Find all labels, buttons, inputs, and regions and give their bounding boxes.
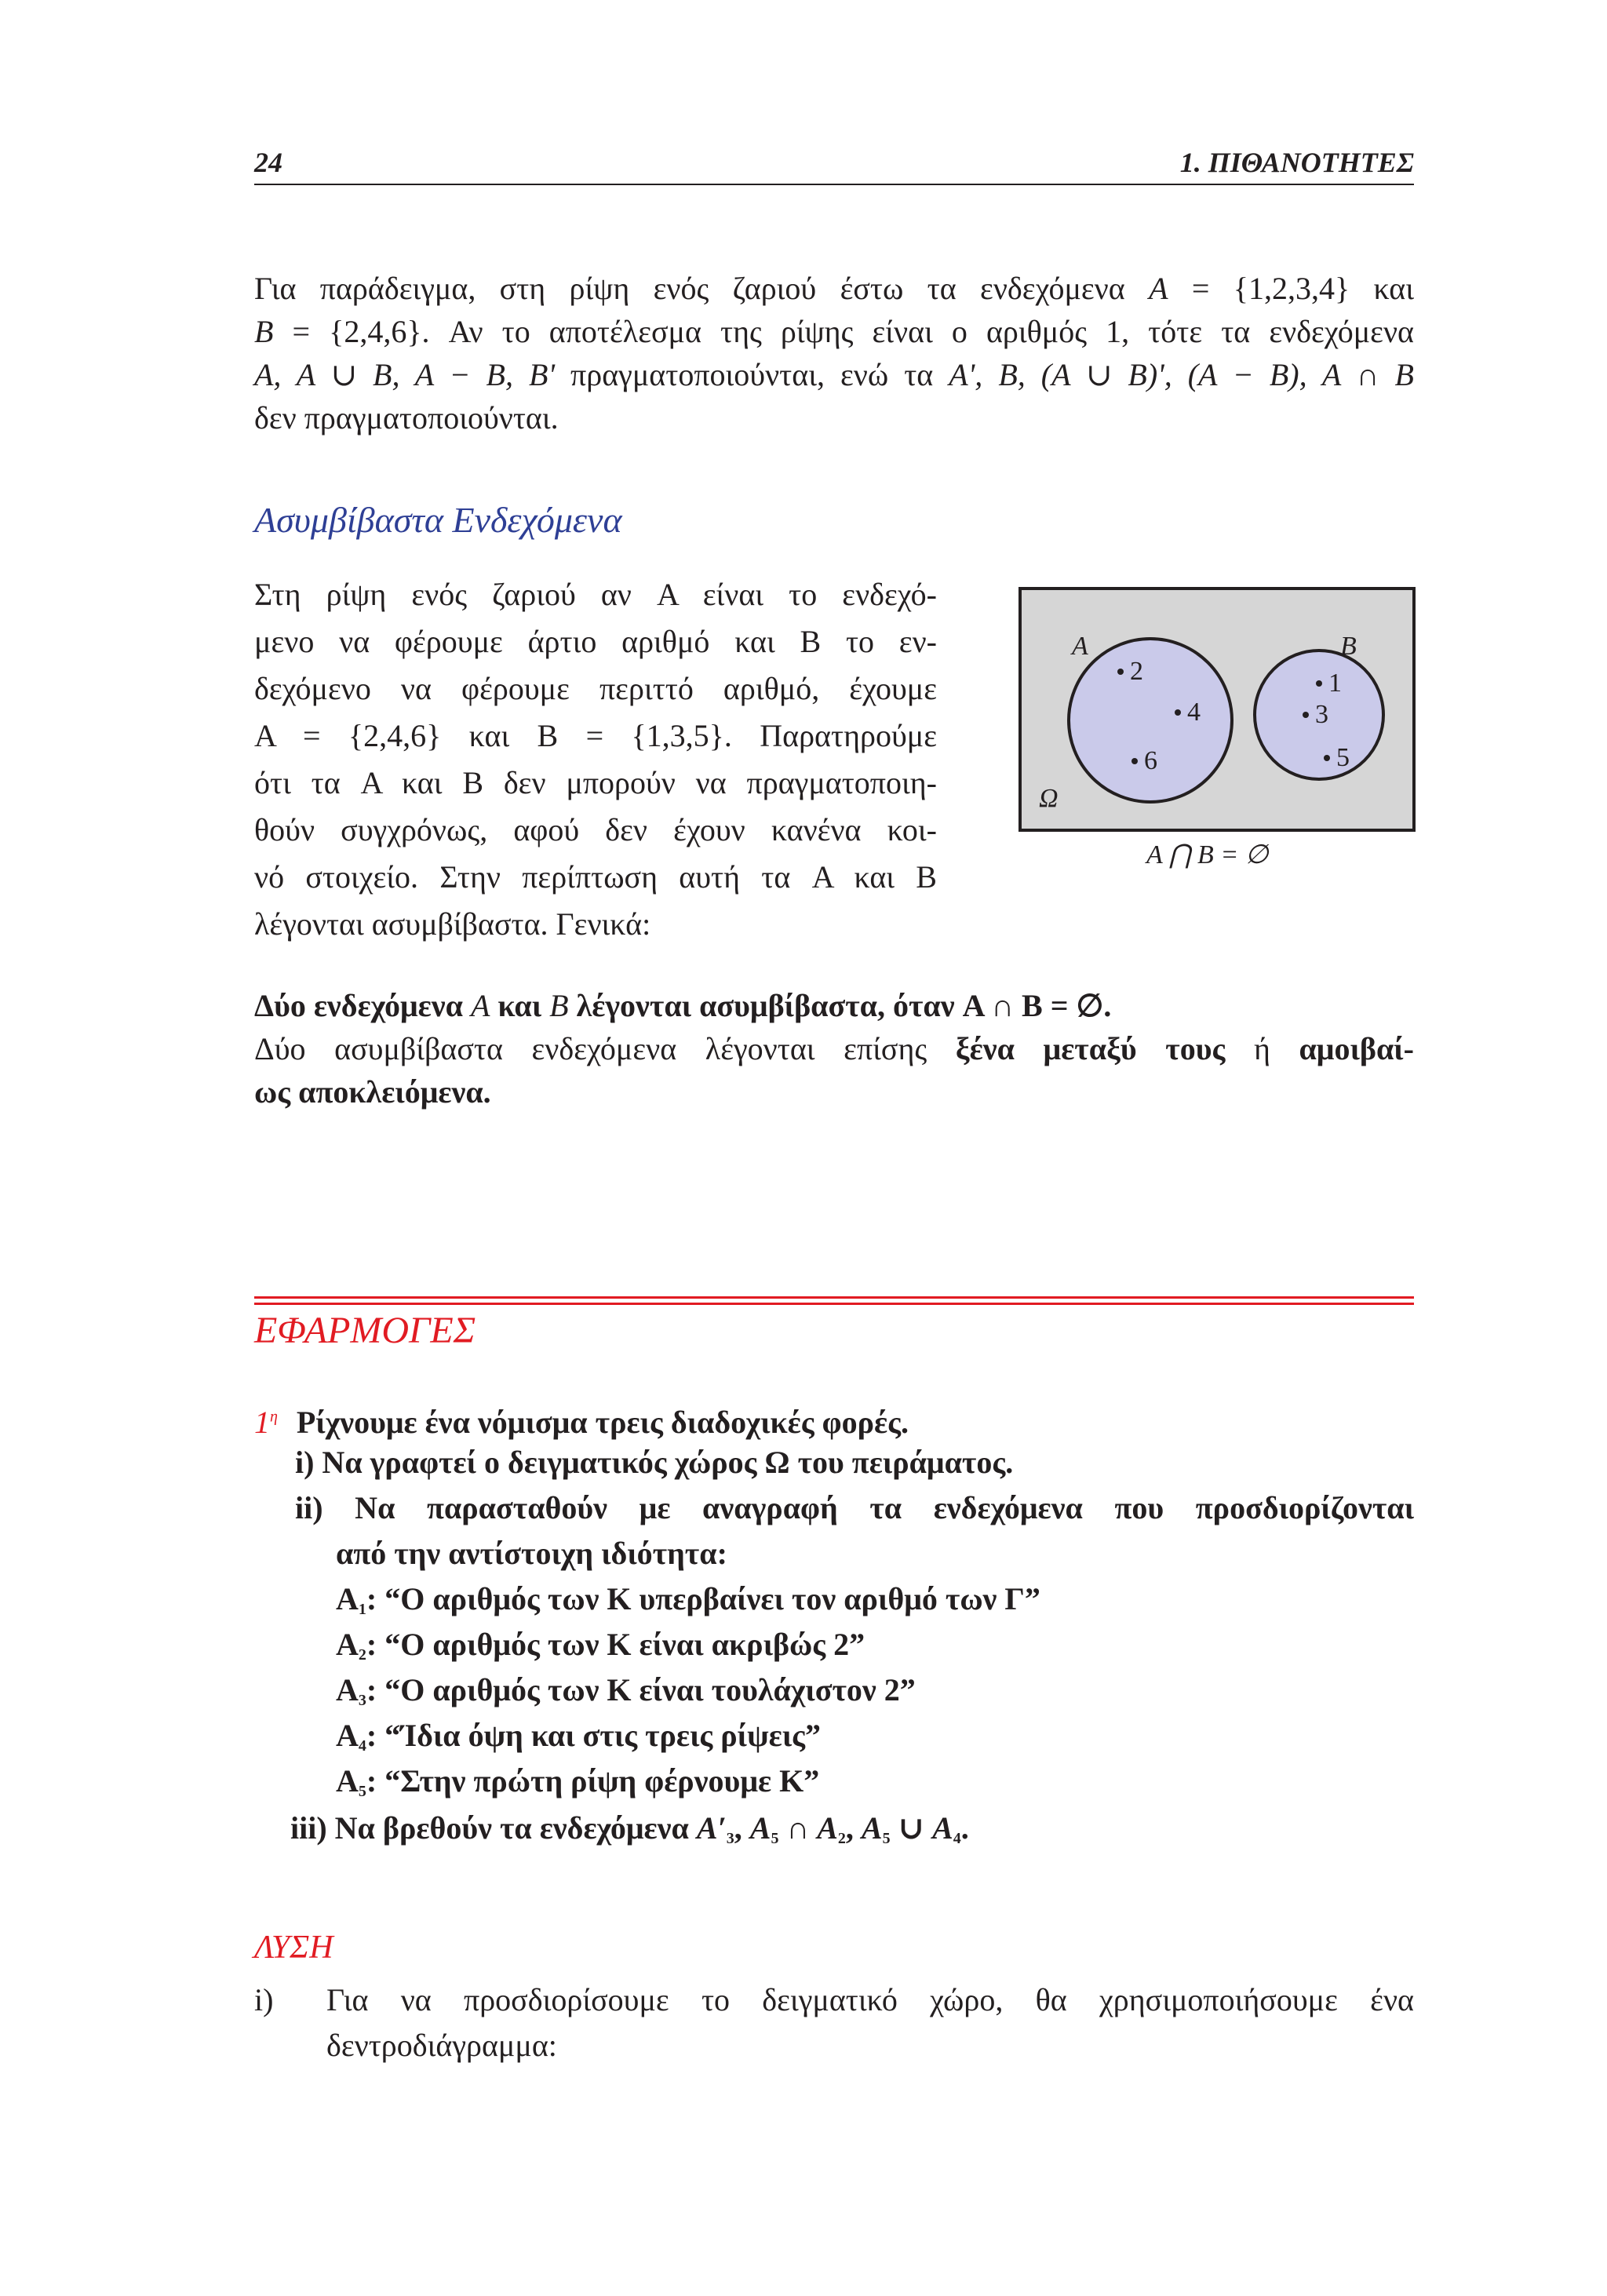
question-ii-cont: από την αντίστοιχη ιδιότητα:: [336, 1536, 727, 1571]
point-b-label: 3: [1315, 700, 1328, 729]
applications-title: ΕΦΑΡΜΟΓΕΣ: [254, 1310, 476, 1351]
point-b-dot: [1324, 755, 1330, 761]
section-line: A = {2,4,6} και B = {1,3,5}. Παρατηρούμε: [254, 718, 937, 753]
solution-line-1: Για να προσδιορίσουμε το δειγματικό χώρο, θα χρησιμοποιήσουμε ένα: [326, 1982, 1414, 2017]
point-a-label: 4: [1187, 698, 1201, 727]
event-a3: $A_3$: “Ο αριθμός των K είναι τουλάχιστον 2”: [336, 1672, 916, 1709]
point-b-label: 5: [1336, 743, 1350, 772]
point-a-dot: [1117, 669, 1124, 675]
event-a4: $A_4$: “Ίδια όψη και στις τρεις ρίψεις”: [336, 1718, 821, 1755]
question-iii: iii) Να βρεθούν τα ενδεχόμενα $A'_3$, $A_5$ ∩ $A_2$, $A_5$ ∪ $A_4$.: [290, 1810, 969, 1847]
point-a-dot: [1175, 709, 1181, 716]
venn-caption: A ⋂ B = ∅: [1146, 840, 1269, 869]
section-line: λέγονται ασυμβίβαστα. Γενικά:: [254, 906, 651, 942]
point-a-label: 6: [1144, 746, 1157, 775]
red-rule-bottom: [254, 1303, 1414, 1305]
question-i: i) Να γραφτεί ο δειγματικός χώρος Ω του πειράματος.: [295, 1445, 1014, 1480]
point-a-dot: [1131, 758, 1138, 764]
solution-item-label: i): [254, 1982, 274, 2017]
intro-line-1: Για παράδειγμα, στη ρίψη ενός ζαριού έστω τα ενδεχόμενα A = {1,2,3,4} και: [254, 271, 1415, 306]
event-a5: $A_5$: “Στην πρώτη ρίψη φέρνουμε K”: [336, 1763, 820, 1800]
point-a-label: 2: [1130, 657, 1143, 686]
section-line: Στη ρίψη ενός ζαριού αν A είναι το ενδεχό-: [254, 577, 937, 612]
set-a-label: A: [1072, 632, 1088, 661]
question-ii: ii) Να παρασταθούν με αναγραφή τα ενδεχόμενα που προσδιορίζονται: [295, 1490, 1414, 1525]
intro-line-3: A, A ∪ B, A − B, B' πραγματοποιούνται, ενώ τα A', B, (A ∪ B)', (A − B), A ∩ B: [254, 357, 1414, 392]
exercise-number: $1^\eta$: [254, 1405, 278, 1441]
definition-extra-line-1: Δύο ασυμβίβαστα ενδεχόμενα λέγονται επίσης ξένα μεταξύ τους ή αμοιβαί-: [254, 1031, 1414, 1066]
page-header: [254, 143, 1414, 185]
event-a2: $A_2$: “Ο αριθμός των K είναι ακριβώς 2”: [336, 1627, 865, 1664]
venn-diagram: [1018, 587, 1423, 889]
definition-extra-line-2: ως αποκλειόμενα.: [254, 1074, 491, 1110]
section-line: δεχόμενο να φέρουμε περιττό αριθμό, έχουμε: [254, 671, 937, 706]
page-number: 24: [254, 147, 282, 178]
section-line: ότι τα A και B δεν μπορούν να πραγματοποιη-: [254, 765, 937, 800]
section-title: Ασυμβίβαστα Ενδεχόμενα: [254, 500, 622, 540]
point-b-label: 1: [1328, 669, 1342, 698]
set-a-circle: [1069, 639, 1232, 802]
exercise-header: [254, 1394, 909, 1445]
section-line: μενο να φέρουμε άρτιο αριθμό και B το εν-: [254, 624, 937, 659]
omega-label: Ω: [1039, 784, 1059, 813]
definition-line: Δύο ενδεχόμενα A και B λέγονται ασυμβίβαστα, όταν A ∩ B = ∅.: [254, 988, 1112, 1023]
point-b-dot: [1316, 680, 1322, 687]
intro-line-2: B = {2,4,6}. Αν το αποτέλεσμα της ρίψης είναι ο αριθμός 1, τότε τα ενδεχόμενα: [254, 314, 1414, 349]
intro-line-4: δεν πραγματοποιούνται.: [254, 400, 559, 436]
solution-title: ΛΥΣΗ: [254, 1930, 333, 1966]
section-line: νό στοιχείο. Στην περίπτωση αυτή τα A και B: [254, 859, 937, 895]
exercise-title: Ρίχνουμε ένα νόμισμα τρεις διαδοχικές φορές.: [296, 1405, 909, 1441]
solution-line-2: δεντροδιάγραμμα:: [326, 2028, 557, 2063]
red-rule-top: [254, 1296, 1414, 1299]
section-line: θούν συγχρόνως, αφού δεν έχουν κανένα κοι-: [254, 812, 937, 847]
set-b-label: B: [1340, 632, 1357, 661]
chapter-title: 1. ΠΙΘΑΝΟΤΗΤΕΣ: [1179, 147, 1414, 178]
point-b-dot: [1303, 712, 1309, 718]
event-a1: $A_1$: “Ο αριθμός των K υπερβαίνει τον αριθμό των Γ”: [336, 1581, 1040, 1618]
